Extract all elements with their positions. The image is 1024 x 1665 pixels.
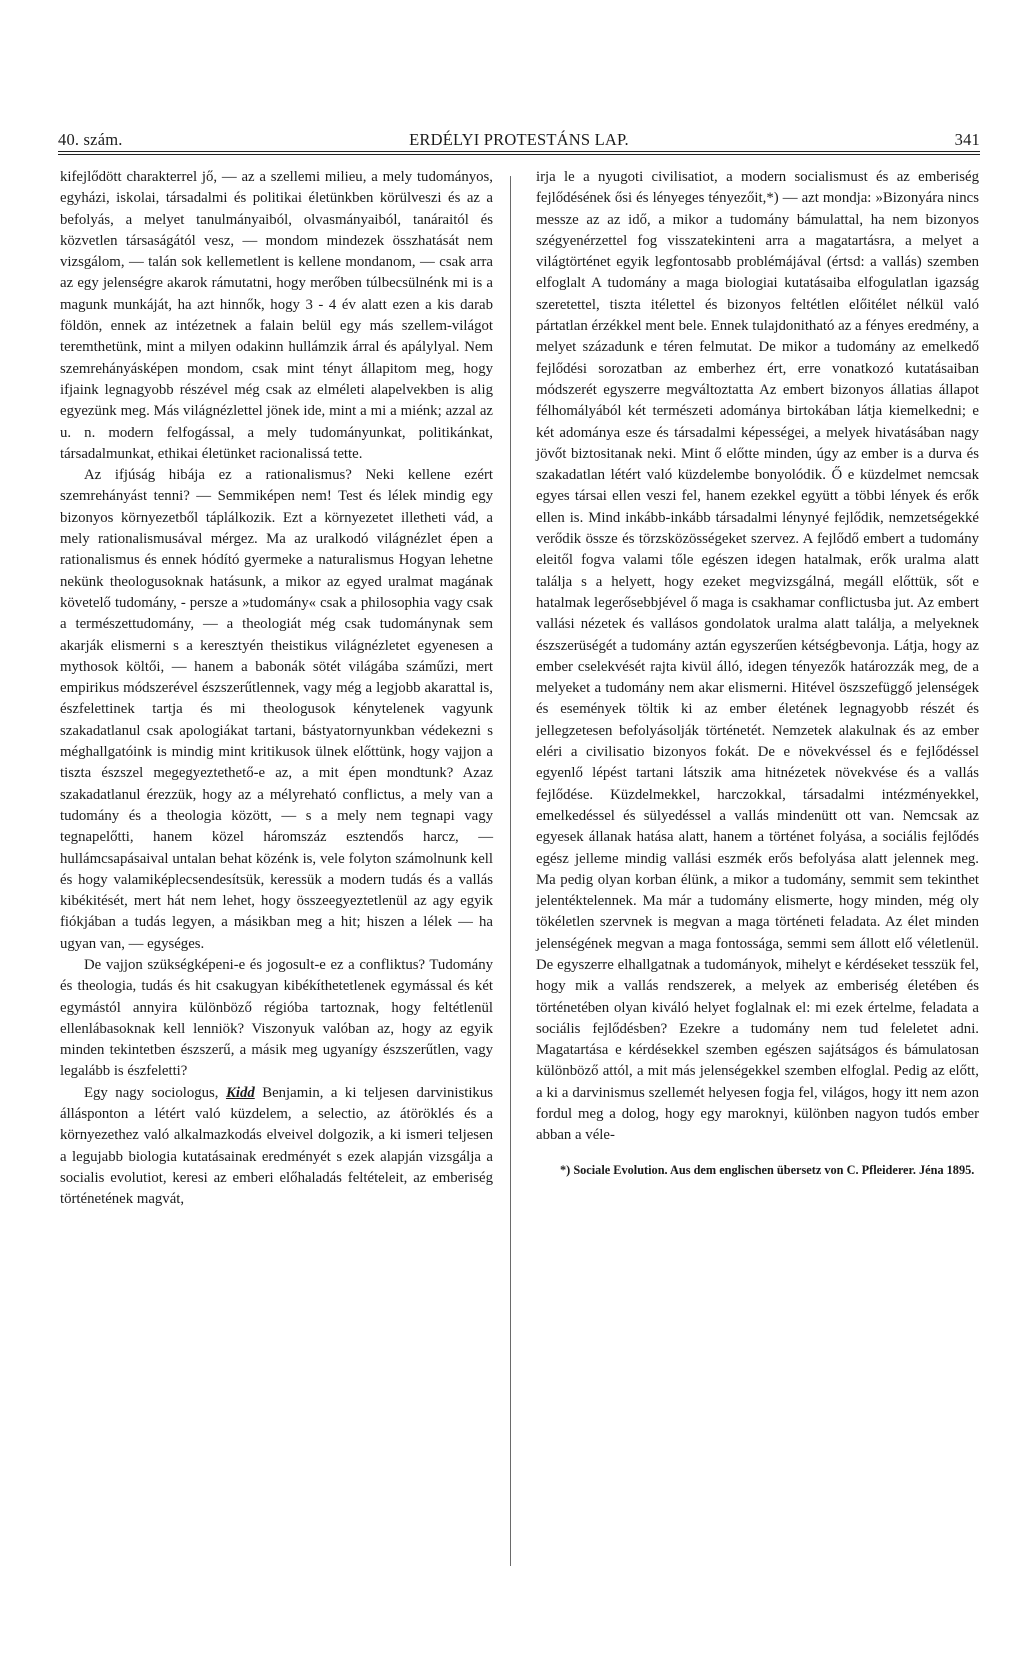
header-rule-thin: [58, 154, 980, 155]
page-number: 341: [954, 130, 980, 149]
author-name-kidd: Kidd: [225, 1084, 255, 1101]
header-rule-thick: [58, 151, 980, 152]
footnote: *) Sociale Evolution. Aus dem englischen übersetz von C. Pfleiderer. Jéna 1895.: [560, 1162, 975, 1177]
issue-number: 40. szám.: [58, 130, 123, 149]
journal-title: ERDÉLYI PROTESTÁNS LAP.: [409, 130, 629, 149]
paragraph-4-rest: Benjamin, a ki teljesen darvinistikus állásponton a létért való küzdelem, a selectio, az átöröklés és a környezethez való alkalmazkodás elveivel dolgozik, a ki ismeri teljesen a legujabb biologia kutatásainak eredményét s ezek alapján vizsgálja a socialis evolutiot, keresi az emberi előhaladás feltételeit, az emberiség történetének magvát,: [60, 1084, 493, 1208]
left-paragraph-2: Az ifjúság hibája ez a rationalismus? Neki kellene ezért szemrehányást tenni? — Semmiképen nem! Test és lélek mindig egy bizonyos környezetből táplálkozik. Ezt a környezetet illetheti vád, a mely rationalismusával mérgez. Ma az uralkodó világnézlet épen a rationalismus és ennek hódító gyermeke a naturalismus Hogyan lehetne nekünk theologusoknak hatásunk, a mikor az egyed uralmat magának követelő tudomány, - persze a »tudomány« csak a philosophia vagy csak a természettudomány, — a theologiát még csak tudománynak sem akarják elismerni s a keresztyén theistikus világnézletet egyenesen a mythosok költői, — hanem a babonák sötét világába száműzi, mert empirikus módszerével észszerűtlennek, vagy még a legjobb akarattal is, észfelettinek tartja és mi theologusok kénytelenek vagyunk szakadatlanul csak apologiákat tartani, bástyatornyunkban védekezni s méghallgatóink is mindig mint kritikusok ülnek előttünk, hogy vajjon a tiszta észszel megegyeztethető-e az, a mit épen mondtunk? Azaz szakadatlanul érezzük, hogy az a mélyreható conflictus, a mely van a tudomány és a theologia között, — s a mely nem tegnapi vagy tegnapelőtti, hanem közel háromszáz esztendős harcz, — hullámcsapásaival untalan behat közénk is, vele folyton számolnunk kell és hogy valamiképlecsendesítsük, keressük a modern tudás és a vallás kibékitését, mert hát nem lehet, hogy összeegyeztetlenül az agy egyik fiókjában a tudás legyen, a másikban meg a hit; hiszen a lélek — ha ugyan van, — egységes.: [60, 467, 493, 952]
left-column: [60, 167, 493, 1211]
left-paragraph-3: De vajjon szükségképeni-e és jogosult-e ez a confliktus? Tudomány és theologia, tudás és hit csakugyan kibékíthetetlenek egymással és két egymástól annyira különböző régióba tartoznak, hogy feltétlenül ellenlábasoknak kell lenniök? Viszonyuk valóban az, hogy az egyik minden tekintetben észszerű, a másik meg ugyanígy észszerűtlen, vagy legalább is észfeletti?: [60, 956, 493, 1080]
column-divider: [510, 176, 511, 1566]
right-paragraph-1: irja le a nyugoti civilisatiot, a modern socialismust és az emberiség fejlődésének ősi és lényeges tényezőit,*) — azt mondja: »Bizonyára nincs messze az az idő, a mikor a tudomány bámulattal, ha nem bizonyos szégyenérzettel fog visszatekinteni arra a magatartásra, a melyet a világtörténet egyik legfontosabb problémájával (értsd: a vallás) szemben elfoglalt A tudomány a maga biologiai kutatásaiba elfogulatlan igazság szeretettel, tiszta itélettel és bizonyos feltétlen előitélet nélkül való pártatlan érzékkel ment bele. Ennek tulajdonitható az a fényes eredmény, a melyet századunk e téren felmutat. De mikor a tudomány az emelkedő fejlődési sorozatban az emberhez ért, erre vonatkozó kutatásaiban módszerét egyszerre megváltoztatta Az embert bizonyos állatias állapot félhomályából két természeti adománya birtokában látja kiemelkedni; e két adománya esze és társadalmi képességei, a melyek hivatásában nagy jövőt biztositanak neki. Mint ő előtte minden, úgy az ember is a durva és szakadatlan létért való küzdelembe bonyolódik. Ő e küzdelmet nemcsak egyes társai ellen veszi fel, hanem ezekkel együtt a többi lények és erők ellen is. Mind inkább-inkább társadalmi lénynyé fejlődik, nemzetségekké verődik össze és törzsközösségeket szervez. A fejlődő embert a tudomány eleitől fogva valami tőle egészen idegen hatalmak, erők uralma alatt találja s a helyett, hogy ezeket megvizsgálná, megáll előttük, sőt e hatalmak legerősebbjével ő maga is csakhamar conflictusba jut. Az embert vallási nézetek és vallásos gondolatok uralma alatt találja, a melyeknek észszerüségét a tudomány aztán egyszerűen kétségbevonja. Látja, hogy az ember cselekvését rajta kivül álló, idegen tényezők határozzák meg, de a melyeket a tudomány nem akar elismerni. Hitével öszszefüggő jelenségek és események töltik ki az ember életének legnagyobb részét és jellegzetesen befolyásolják történetét. Nemzetek alakulnak és az ember eléri a civilisatio bizonyos fokát. De e növekvéssel és e fejlődéssel egyenlő lépést tartani látszik ama hitnézetek növekvése és a vallás fejlődése. Küzdelmekkel, harczokkal, társadalmi intézményekkel, emelkedéssel és sülyedéssel a vallás mindenütt ott van. Nemcsak az egyesek állanak hatása alatt, hanem a történet folyása, a sociális fejlődés egész jelleme mindig vallási eszmék erős befolyása alatt jelennek meg. Ma pedig olyan korban élünk, a mikor a tudomány, semmit sem tekinthet jelentéktelennek. Ma már a tudomány elismerte, hogy minden, még oly tökéletlen szervnek is megvan a maga történeti feladata. Az élet minden jelenségének megvan a maga fontossága, semmi sem állott elő véletlenül. De egyszerre elhallgatnak a tudományok, mihelyt e kérdéseket tesszük fel, hogy mik a vallás rendszerek, a melyek az emberiség életében és történetében olyan kiváló helyet foglalnak el: mi ezek értelme, feladata a sociális fejlődésben? Ezekre a tudomány nem tud feleletet adni. Magatartása e kérdésekkel szemben egészen sajátságos és bámulatosan különböző attól, a mit más jelenségekkel szemben elfoglal. Pedig az előtt, a ki a darvinismus szellemét helyesen fogja fel, világos, hogy itt nem azon fordul meg a dolog, hogy egy maroknyi, különben nagyon tudós ember abban a véle-: [536, 169, 979, 1144]
right-column: [536, 167, 979, 1180]
left-paragraph-1: kifejlődött charakterrel jő, — az a szellemi milieu, a mely tudományos, egyházi, iskolai, társadalmi és politikai életünkben körülveszi és az a befolyás, a melyet tanulmányaiból, olvasmányaiból, tanáraitól és közvetlen társaságától vesz, — mondom mindezek összhatását nem vizsgálom, — talán sok kellemetlent is kellene mondanom, — csak arra az egy jelenségre akarok rámutatni, hogy merőben túlbecsülnénk mi is a magunk munkáját, ha azt hinnők, hogy 3 - 4 év alatt ezen a kis darab földön, ennek az intézetnek a falain belül egy más szellem-világot teremthetünk, mint a milyen odakinn hullámzik árral és apálylyal. Nem szemrehányásképen mondom, csak mint tényt állapitom meg, hogy ifjaink legnagyobb részével még csak az elméleti alapelvekben is alig egyezünk meg. Más világnézlettel jönek ide, mint a mi a miénk; azzal az u. n. modern felfogással, a mely tudományunkat, politikánkat, társadalmunkat, ethikai életünket racionalissá tette.: [60, 169, 493, 462]
left-paragraph-4: [60, 1083, 493, 1211]
paragraph-4-lead: Egy nagy sociologus,: [84, 1084, 226, 1101]
